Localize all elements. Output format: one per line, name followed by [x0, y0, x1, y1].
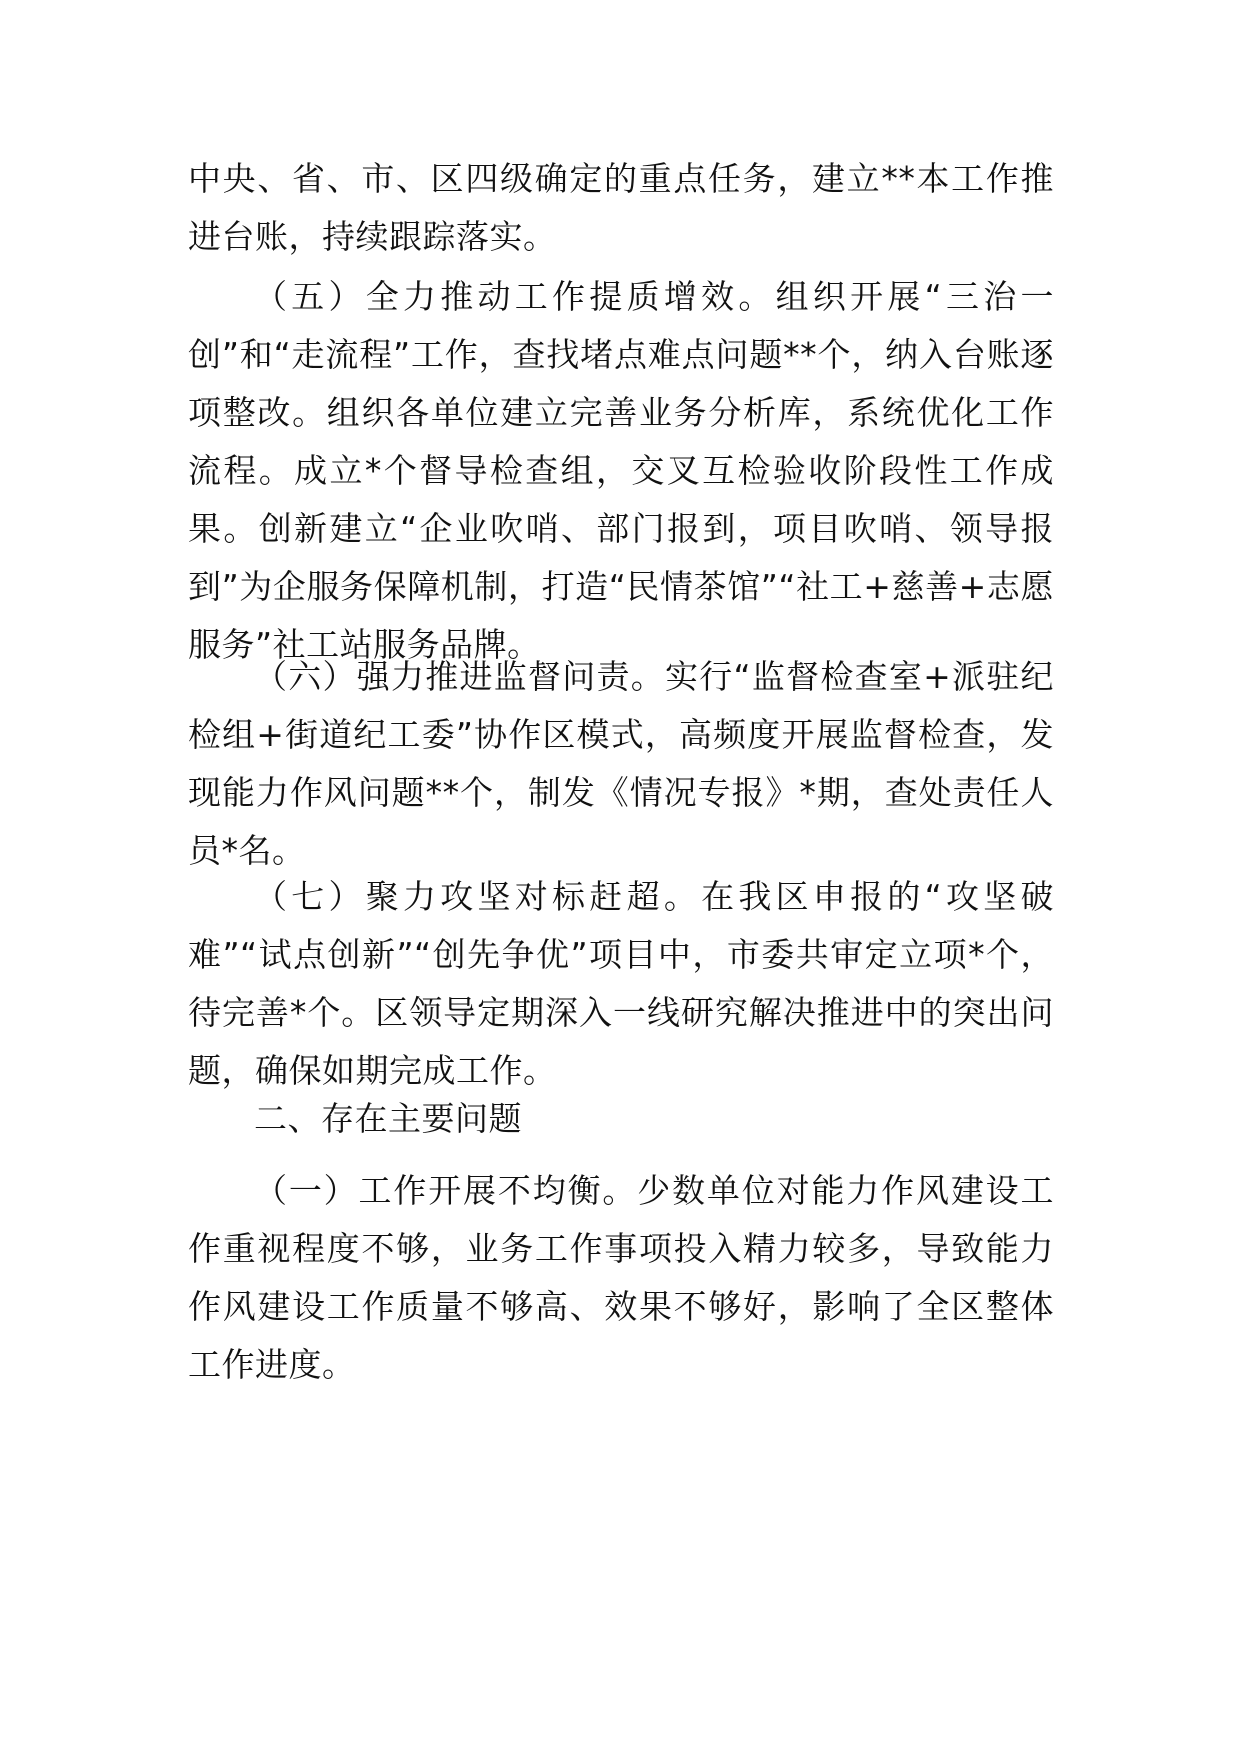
- paragraph-section-5: （五）全力推动工作提质增效。组织开展“三治一创”和“走流程”工作，查找堵点难点问题**个，纳入台账逐项整改。组织各单位建立完善业务分析库，系统优化工作流程。成立*个督导检查组，交叉互检验收阶段性工作成果。创新建立“企业吹哨、部门报到，项目吹哨、领导报到”为企服务保障机制，打造“民情茶馆”“社工+慈善+志愿服务”社工站服务品牌。: [188, 277, 1054, 664]
- heading-main-problems: 二、存在主要问题: [254, 1099, 522, 1138]
- paragraph-section-7: （七）聚力攻坚对标赶超。在我区申报的“攻坚破难”“试点创新”“创先争优”项目中，市委共审定立项*个，待完善*个。区领导定期深入一线研究解决推进中的突出问题，确保如期完成工作。: [188, 877, 1054, 1090]
- paragraph-continuation: 中央、省、市、区四级确定的重点任务，建立**本工作推进台账，持续跟踪落实。: [188, 159, 1054, 256]
- paragraph-problem-1: （一）工作开展不均衡。少数单位对能力作风建设工作重视程度不够，业务工作事项投入精力较多，导致能力作风建设工作质量不够高、效果不够好，影响了全区整体工作进度。: [188, 1171, 1054, 1384]
- document-page: [188, 0, 1054, 1754]
- paragraph-section-6: （六）强力推进监督问责。实行“监督检查室+派驻纪检组+街道纪工委”协作区模式，高频度开展监督检查，发现能力作风问题**个，制发《情况专报》*期，查处责任人员*名。: [188, 657, 1054, 870]
